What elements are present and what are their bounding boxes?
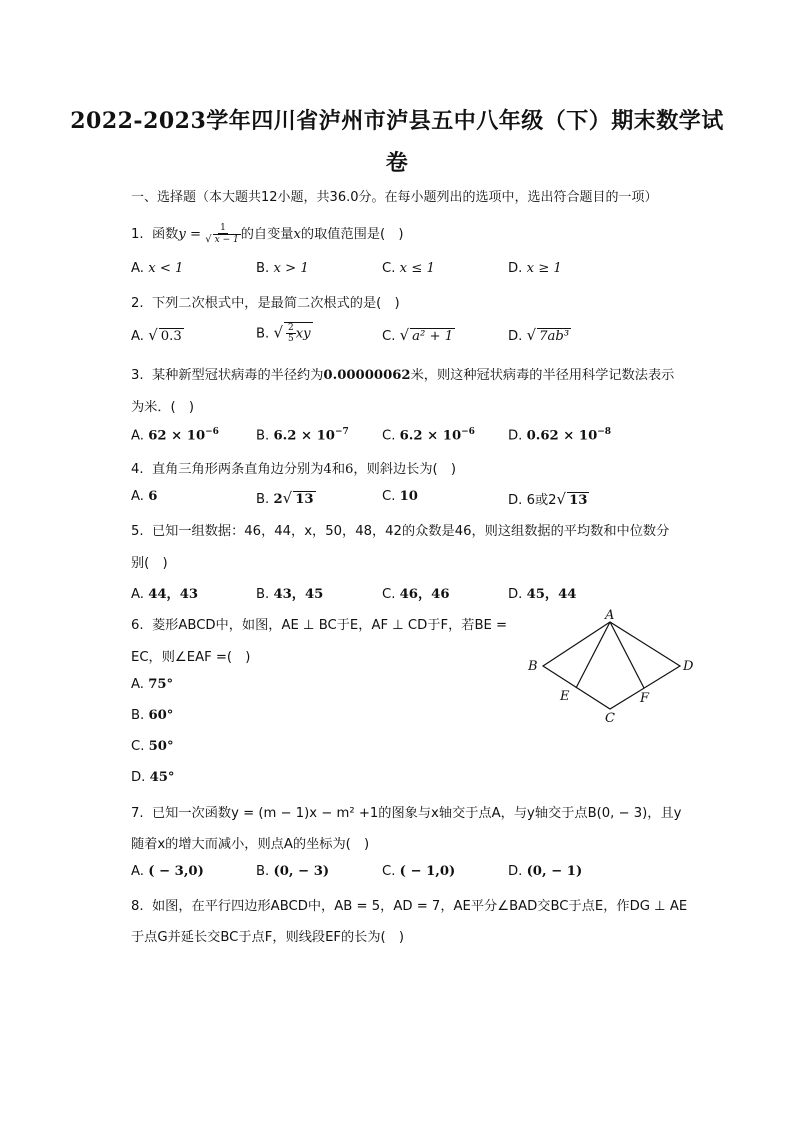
question-7: 7. 已知一次函数y = (m − 1)x − m² +1的图象与x轴交于点A，与y轴交于点B(0, − 3)，且y (131, 806, 682, 821)
q5-option-b[interactable]: B. 43，45 (256, 587, 324, 602)
q1-option-d[interactable]: D. x ≥ 1 (508, 261, 562, 276)
question-3-line2: 为米．( ) (131, 400, 195, 415)
question-6: 6. 菱形ABCD中，如图，AE ⊥ BC于E，AF ⊥ CD于F，若BE = (131, 618, 508, 633)
q1-option-b[interactable]: B. x > 1 (256, 261, 309, 276)
q1-option-a[interactable]: A. x < 1 (131, 261, 184, 276)
q2-option-c[interactable]: C. √ a² + 1 (382, 326, 454, 344)
question-2: 2. 下列二次根式中，是最简二次根式的是( ) (131, 296, 400, 311)
label-b: B (528, 659, 538, 674)
q6-option-d[interactable]: D. 45° (131, 770, 175, 785)
question-8-line2: 于点G并延长交BC于点F，则线段EF的长为( ) (131, 930, 405, 945)
q5-option-d[interactable]: D. 45，44 (508, 587, 577, 602)
label-a: A (605, 608, 615, 623)
question-1: 1. 函数y = $\frac{1}{√ x - 1}$ 的自变量x的取值范围是( ) (131, 223, 404, 245)
q7-option-c[interactable]: C. ( − 1,0) (382, 864, 456, 879)
question-7-line2: 随着x的增大而减小，则点A的坐标为( ) (131, 837, 370, 852)
question-6-line2: EC，则∠EAF =( ) (131, 650, 251, 665)
label-e: E (560, 689, 570, 704)
q3-option-a[interactable]: A. $62 \times 10^{-6}$ (131, 427, 219, 444)
page-title: 2022-2023学年四川省泸州市泸县五中八年级（下）期末数学试 (70, 108, 724, 134)
q7-option-a[interactable]: A. ( − 3,0) (131, 864, 204, 879)
q1-option-c[interactable]: C. x ≤ 1 (382, 261, 435, 276)
question-5-line2: 别( ) (131, 556, 168, 571)
q7-option-d[interactable]: D. (0, − 1) (508, 864, 583, 879)
q6-option-b[interactable]: B. 60° (131, 708, 174, 723)
q4-option-c[interactable]: C. 10 (382, 489, 418, 504)
q2-option-d[interactable]: D. √ 7ab³ (508, 326, 570, 344)
label-f: F (640, 691, 650, 706)
label-d: D (683, 659, 694, 674)
q7-option-b[interactable]: B. (0, − 3) (256, 864, 330, 879)
q3-option-b[interactable]: B. $6.2 \times 10^{-7}$ (256, 427, 349, 444)
question-5: 5. 已知一组数据：46，44，x，50，48，42的众数是46，则这组数据的平均数和中位数分 (131, 524, 670, 539)
q5-option-c[interactable]: C. 46，46 (382, 587, 450, 602)
page-title-continued: 卷 (385, 150, 409, 176)
fraction: $\frac{1}{√ x - 1}$ (205, 223, 239, 245)
segment-ae (576, 622, 610, 688)
q3-option-c[interactable]: C. $6.2 \times 10^{-6}$ (382, 427, 475, 444)
question-3: 3. 某种新型冠状病毒的半径约为0.00000062米，则这种冠状病毒的半径用科学记数法表示 (131, 368, 675, 383)
rhombus-figure (520, 608, 700, 728)
q3-option-d[interactable]: D. $0.62 \times 10^{-8}$ (508, 427, 612, 444)
q2-option-b[interactable]: B. √ $\frac{2}{5}$ xy (256, 323, 311, 344)
question-8: 8. 如图，在平行四边形ABCD中，AB = 5，AD = 7，AE平分∠BAD交BC于点E，作DG ⊥ AE (131, 899, 688, 914)
q6-option-a[interactable]: A. 75° (131, 677, 174, 692)
q4-option-d[interactable]: D. 6或2√ 13 (508, 490, 588, 508)
q2-option-a[interactable]: A. √ 0.3 (131, 326, 182, 344)
label-c: C (605, 711, 615, 726)
q4-option-a[interactable]: A. 6 (131, 489, 158, 504)
q6-option-c[interactable]: C. 50° (131, 739, 174, 754)
q5-option-a[interactable]: A. 44，43 (131, 587, 199, 602)
q4-option-b[interactable]: B. 2√ 13 (256, 489, 314, 507)
section-heading: 一、选择题（本大题共12小题，共36.0分。在每小题列出的选项中，选出符合题目的一项） (131, 190, 658, 205)
segment-af (610, 622, 644, 688)
question-4: 4. 直角三角形两条直角边分别为4和6，则斜边长为( ) (131, 462, 456, 477)
